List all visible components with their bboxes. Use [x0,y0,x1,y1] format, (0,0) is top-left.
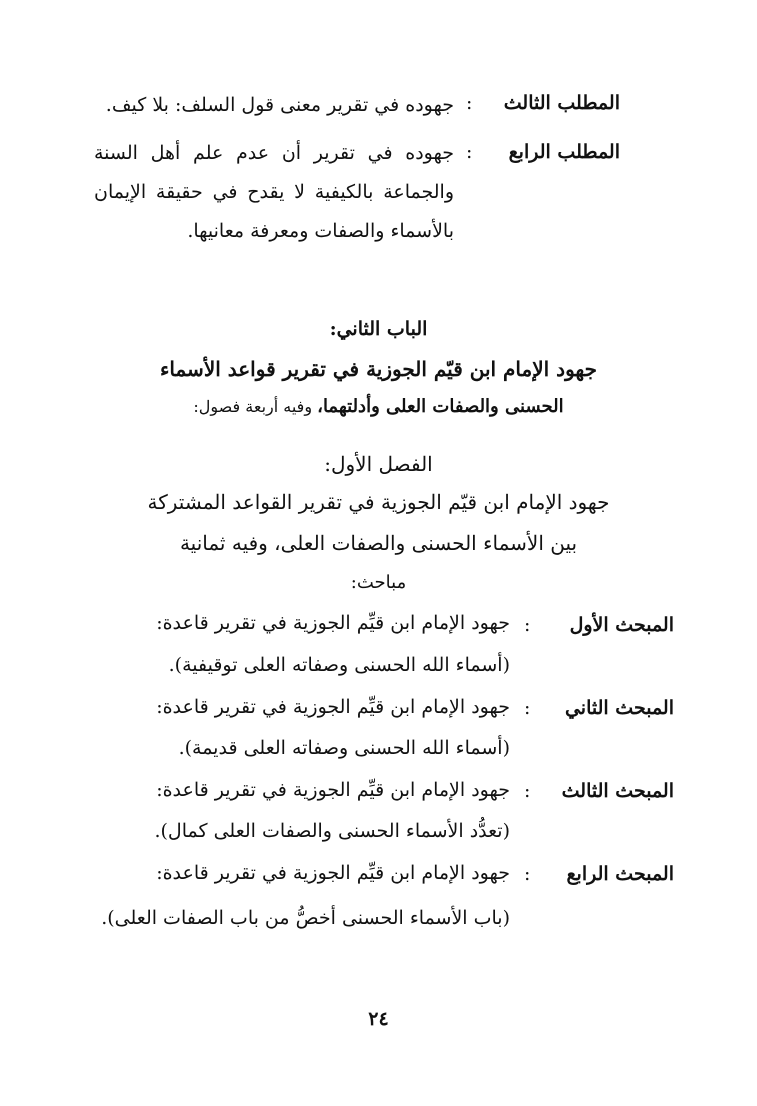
section-4-line1: جهود الإمام ابن قيِّم الجوزية في تقرير قاعدة: [156,862,510,884]
part-title-line1: جهود الإمام ابن قيّم الجوزية في تقرير قواعد الأسماء [160,357,597,381]
section-label-2: المبحث الثاني [564,697,674,719]
chapter-title-line2: بين الأسماء الحسنى والصفات العلى، وفيه ثمانية [179,531,578,555]
subsection-label-4: المطلب الرابع [508,141,620,163]
part-title-note: وفيه أربعة فصول: [193,397,318,416]
colon-separator: : [466,141,473,163]
subsection-text-3: جهوده في تقرير معنى قول السلف: بلا كيف. [105,94,454,116]
section-label-4: المبحث الرابع [566,863,674,885]
subsection-label-3: المطلب الثالث [503,92,620,114]
section-4-line2: (باب الأسماء الحسنى أخصُّ من باب الصفات العلى). [101,907,510,929]
chapter-title-line1: جهود الإمام ابن قيّم الجوزية في تقرير القواعد المشتركة [147,490,610,514]
part-title-bold: الحسنى والصفات العلى وأدلتهما، [317,396,564,417]
section-1-line2: (أسماء الله الحسنى وصفاته العلى توقيفية). [168,654,510,676]
chapter-heading: الفصل الأول: [324,452,433,476]
part-title-line2 [0,396,757,417]
subsection-text-4: جهوده في تقرير أن عدم علم أهل السنة والجماعة بالكيفية لا يقدح في حقيقة الإيمان بالأسماء والصفات ومعرفة معانيها. [94,142,454,242]
section-label-1: المبحث الأول [569,614,674,636]
colon-separator: : [466,92,473,114]
section-3-line1: جهود الإمام ابن قيِّم الجوزية في تقرير قاعدة: [156,779,510,801]
colon-separator: : [524,697,531,719]
chapter-title-line3: مباحث: [350,572,407,593]
colon-separator: : [524,614,531,636]
section-2-line1: جهود الإمام ابن قيِّم الجوزية في تقرير قاعدة: [156,696,510,718]
page-number: ٢٤ [368,1008,389,1030]
section-label-3: المبحث الثالث [561,780,674,802]
section-2-line2: (أسماء الله الحسنى وصفاته العلى قديمة). [178,737,510,759]
part-heading: الباب الثاني: [329,318,428,340]
section-1-line1: جهود الإمام ابن قيِّم الجوزية في تقرير قاعدة: [156,612,510,634]
colon-separator: : [524,863,531,885]
section-3-line2: (تعدُّد الأسماء الحسنى والصفات العلى كمال). [154,820,510,842]
colon-separator: : [524,780,531,802]
